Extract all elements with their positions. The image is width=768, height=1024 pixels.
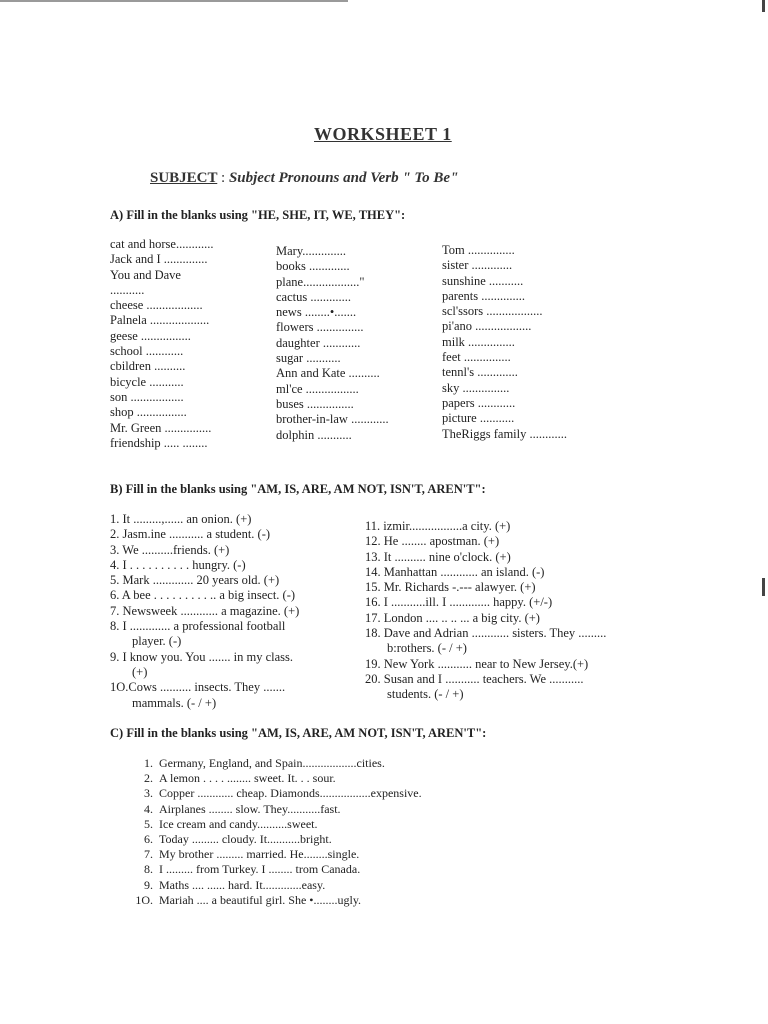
blank-item: feet ............... xyxy=(442,350,511,365)
blank-item: parents .............. xyxy=(442,288,525,303)
item-text: Copper ............ cheap. Diamonds.................expensive. xyxy=(159,786,422,801)
item-number: 3. xyxy=(144,786,153,801)
blank-item: Palnela ................... xyxy=(110,313,210,328)
blank-item: bicycle ........... xyxy=(110,374,184,389)
item-text: Airplanes ........ slow. They...........fast. xyxy=(159,801,341,816)
page-title: WORKSHEET 1 xyxy=(314,124,452,144)
exercise-line: mammals. (- / +) xyxy=(132,695,217,710)
exercise-line: 2. Jasm.ine ........... a student. (-) xyxy=(110,527,271,542)
exercise-line: 3. We ..........friends. (+) xyxy=(110,542,230,557)
scan-edge-mark xyxy=(762,0,765,12)
scan-edge-mark xyxy=(762,578,765,596)
blank-item: Mr. Green ............... xyxy=(110,420,212,435)
item-text: Mariah .... a beautiful girl. She •........ugly. xyxy=(159,892,362,907)
list-item xyxy=(132,832,422,847)
exercise-line: 1O.Cows .......... insects. They ....... xyxy=(110,680,286,695)
scan-top-line xyxy=(0,0,348,2)
blank-item: cat and horse............ xyxy=(110,237,214,251)
blank-item: plane.................." xyxy=(276,274,365,289)
blank-item: cactus ............. xyxy=(276,289,351,304)
list-item xyxy=(132,893,422,908)
blank-item: shop ................ xyxy=(110,405,187,420)
item-number: 1. xyxy=(144,756,153,770)
item-text: My brother ......... married. He........single. xyxy=(159,847,360,862)
blank-item: Tom ............... xyxy=(442,243,515,257)
exercise-line: 6. A bee . . . . . . . . . .. a big insect. (-) xyxy=(110,588,296,603)
blank-item: TheRiggs family ............ xyxy=(442,426,567,441)
exercise-line: 7. Newsweek ............ a magazine. (+) xyxy=(110,603,300,618)
blank-item: pi'ano .................. xyxy=(442,319,532,334)
list-item xyxy=(132,802,422,817)
item-text: Germany, England, and Spain..................cities. xyxy=(159,756,385,770)
item-text: Maths .... ...... hard. It.............easy. xyxy=(159,877,326,892)
section-c-list xyxy=(132,756,422,908)
item-number: 8. xyxy=(144,862,153,877)
blank-item: milk ............... xyxy=(442,334,515,349)
list-item xyxy=(132,771,422,786)
item-number: 4. xyxy=(144,801,153,816)
blank-item: scl'ssors .................. xyxy=(442,304,543,319)
blank-item: sugar ........... xyxy=(276,351,341,366)
blank-item: ........... xyxy=(110,282,145,297)
exercise-line: 19. New York ........... near to New Jersey.(+) xyxy=(365,656,589,671)
section-c-heading: C) Fill in the blanks using "AM, IS, ARE, AM NOT, ISN'T, AREN'T": xyxy=(110,726,487,740)
exercise-line: 13. It .......... nine o'clock. (+) xyxy=(365,549,511,564)
exercise-line: b:rothers. (- / +) xyxy=(387,641,467,656)
exercise-line: player. (-) xyxy=(132,634,182,649)
subject-text: Subject Pronouns and Verb " To Be" xyxy=(228,170,459,186)
exercise-line: 4. I . . . . . . . . . . hungry. (-) xyxy=(110,557,246,572)
exercise-line: 11. izmir.................a city. (+) xyxy=(365,519,511,533)
blank-item: geese ................ xyxy=(110,328,191,343)
blank-item: Mary.............. xyxy=(276,244,347,258)
exercise-line: (+) xyxy=(132,664,148,679)
blank-item: You and Dave xyxy=(110,267,181,282)
blank-item: flowers ............... xyxy=(276,320,364,335)
item-number: 6. xyxy=(144,831,153,846)
section-b-right-column xyxy=(365,519,665,703)
item-number: 1O. xyxy=(135,892,153,907)
blank-item: sunshine ........... xyxy=(442,273,524,288)
blank-item: Ann and Kate .......... xyxy=(276,366,380,381)
item-number: 9. xyxy=(144,877,153,892)
exercise-line: 8. I ............. a professional football xyxy=(110,619,286,634)
subject-label: SUBJECT xyxy=(150,170,218,186)
exercise-line: 5. Mark ............. 20 years old. (+) xyxy=(110,573,280,588)
list-item xyxy=(132,756,422,771)
blank-item: cbildren .......... xyxy=(110,359,186,374)
blank-item: tennl's ............. xyxy=(442,365,518,380)
blank-item: Jack and I .............. xyxy=(110,252,208,267)
blank-item: books ............. xyxy=(276,259,350,274)
item-text: A lemon . . . . ........ sweet. It. . . sour. xyxy=(159,771,336,786)
blank-item: school ............ xyxy=(110,344,184,359)
exercise-line: 9. I know you. You ....... in my class. xyxy=(110,649,293,664)
blank-item: picture ........... xyxy=(442,411,515,426)
blank-item: son ................. xyxy=(110,389,184,404)
subject-line xyxy=(150,170,458,187)
item-text: Today ......... cloudy. It...........bright. xyxy=(159,831,332,846)
exercise-line: 1. It .........,...... an onion. (+) xyxy=(110,512,252,526)
section-b-heading: B) Fill in the blanks using "AM, IS, ARE, AM NOT, ISN'T, AREN'T": xyxy=(110,482,486,496)
exercise-line: 18. Dave and Adrian ............ sisters. They ......... xyxy=(365,626,607,641)
exercise-line: 14. Manhattan ............ an island. (-) xyxy=(365,564,545,579)
exercise-line: 17. London .... .. .. ... a big city. (+) xyxy=(365,610,540,625)
blank-item: buses ............... xyxy=(276,396,354,411)
blank-item: brother-in-law ............ xyxy=(276,412,389,427)
list-item xyxy=(132,847,422,862)
section-a-heading: A) Fill in the blanks using "HE, SHE, IT, WE, THEY": xyxy=(110,208,406,222)
section-a-column-2 xyxy=(276,244,389,443)
blank-item: daughter ............ xyxy=(276,335,361,350)
section-a-column-3 xyxy=(442,243,567,442)
list-item xyxy=(132,862,422,877)
item-text: I ......... from Turkey. I ........ trom Canada. xyxy=(159,862,361,877)
subject-separator: : xyxy=(221,170,226,186)
exercise-line: 12. He ........ apostman. (+) xyxy=(365,534,500,549)
list-item xyxy=(132,786,422,801)
exercise-line: 20. Susan and I ........... teachers. We ........... xyxy=(365,671,584,686)
item-text: Ice cream and candy..........sweet. xyxy=(159,816,318,831)
blank-item: sky ............... xyxy=(442,380,510,395)
blank-item: news ........•....... xyxy=(276,305,357,320)
blank-item: sister ............. xyxy=(442,258,513,273)
blank-item: friendship ..... ........ xyxy=(110,435,208,450)
item-number: 2. xyxy=(144,771,153,786)
section-a-column-1 xyxy=(110,237,213,451)
exercise-line: 15. Mr. Richards -.--- alawyer. (+) xyxy=(365,580,536,595)
list-item xyxy=(132,878,422,893)
blank-item: cheese .................. xyxy=(110,298,203,313)
blank-item: papers ............ xyxy=(442,395,516,410)
item-number: 7. xyxy=(144,847,153,862)
section-b-left-column xyxy=(110,512,360,711)
blank-item: ml'ce ................. xyxy=(276,381,359,396)
exercise-line: students. (- / +) xyxy=(387,687,464,702)
list-item xyxy=(132,817,422,832)
item-number: 5. xyxy=(144,816,153,831)
exercise-line: 16. I ...........ill. I ............. happy. (+/-) xyxy=(365,595,553,610)
blank-item: dolphin ........... xyxy=(276,427,352,442)
